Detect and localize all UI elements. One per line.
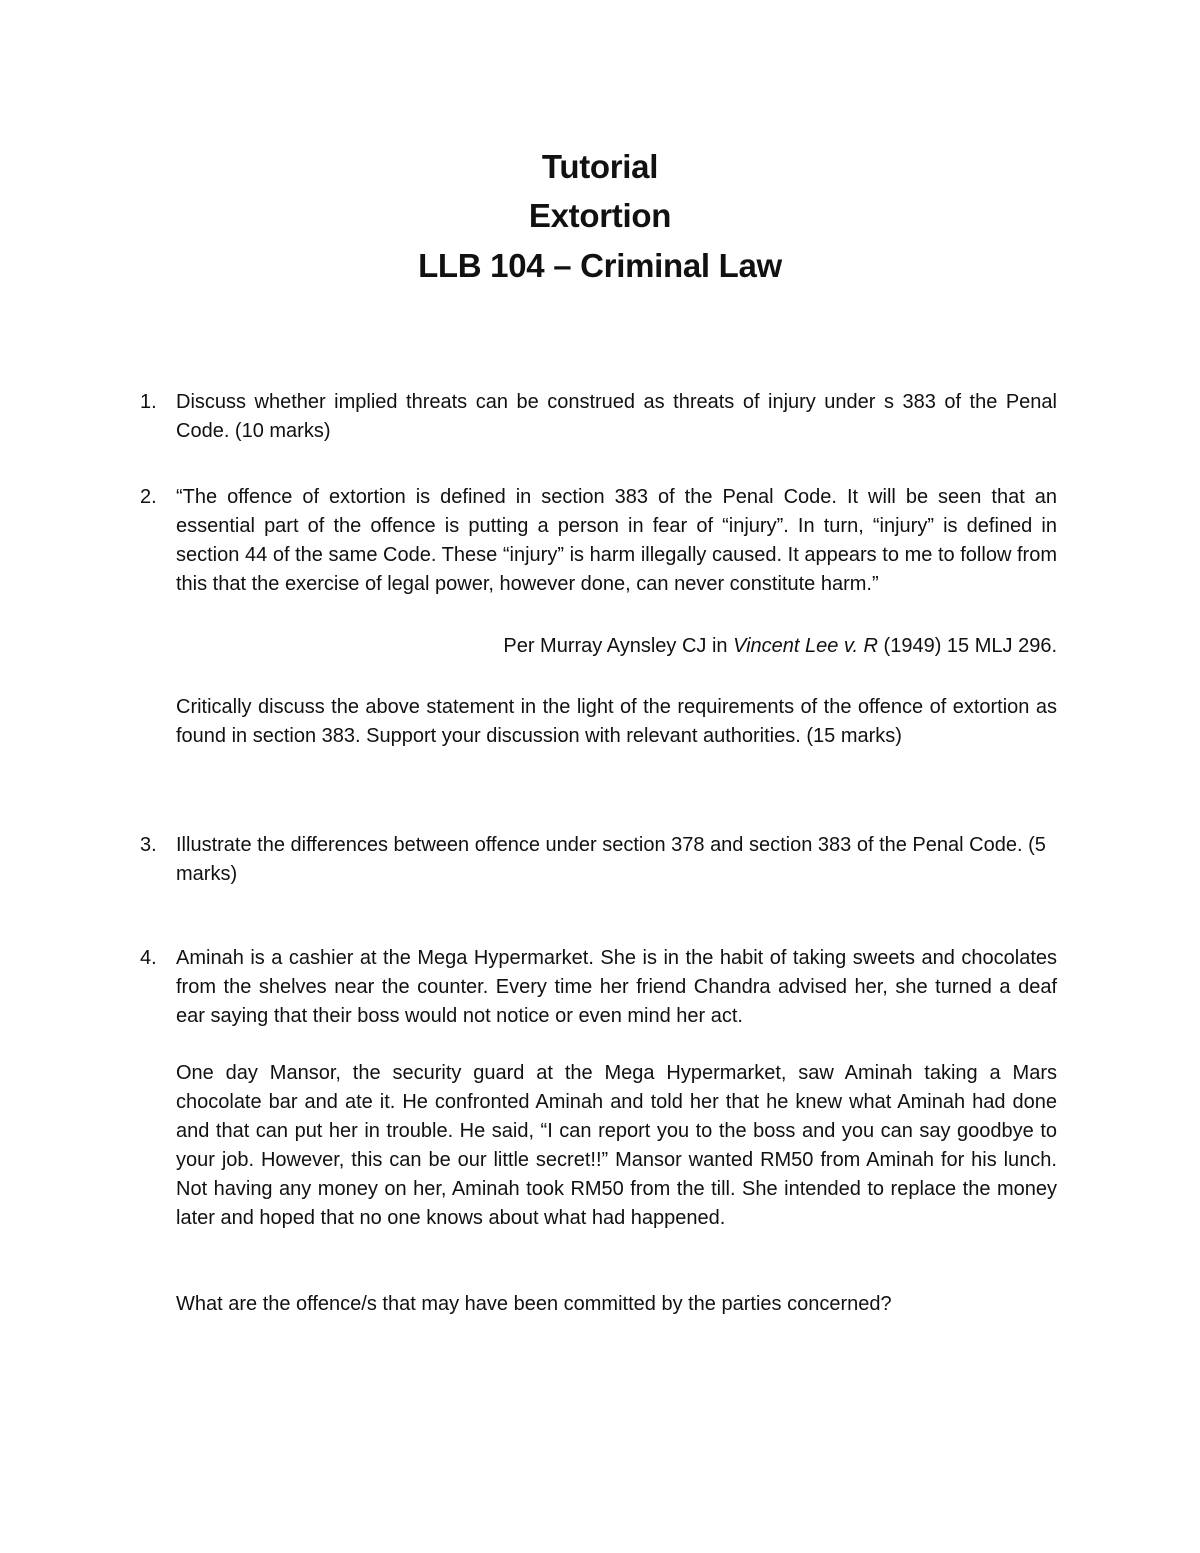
question-2-number: 2.: [140, 486, 157, 508]
question-4-scenario-2: One day Mansor, the security guard at the Mega Hypermarket, saw Aminah taking a Mars chocolate bar and ate it. He confronted Aminah and told her that he knew what Aminah had done and that can put her in trouble. He said, “I can report you to the boss and you can say goodbye to your job. However, this can be our little secret!!” Mansor wanted RM50 from Aminah for his lunch. Not having any money on her, Aminah took RM50 from the till. She intended to replace the money later and hoped that no one knows about what had happened.: [176, 1062, 1057, 1229]
course-title: LLB 104 – Criminal Law: [418, 247, 782, 284]
question-2-quote: “The offence of extortion is defined in section 383 of the Penal Code. It will be seen that an essential part of the offence is putting a person in fear of “injury”. In turn, “injury” is defined in section 44 of the same Code. These “injury” is harm illegally caused. It appears to me to follow from this that the exercise of legal power, however done, can never constitute harm.”: [176, 486, 1057, 595]
citation-reference: (1949) 15 MLJ 296.: [878, 635, 1057, 657]
question-1-number: 1.: [140, 391, 157, 413]
document-title: Tutorial: [541, 148, 659, 185]
citation-case-name: Vincent Lee v. R: [733, 635, 878, 657]
question-1-text: Discuss whether implied threats can be construed as threats of injury under s 383 of the Penal Code. (10 marks): [176, 391, 1057, 442]
question-2-task: Critically discuss the above statement in the light of the requirements of the offence of extortion as found in section 383. Support your discussion with relevant authorities. (15 marks): [176, 696, 1057, 747]
question-4-number: 4.: [140, 947, 157, 969]
document-subtitle: Extortion: [528, 197, 672, 234]
question-2-citation: [176, 632, 1057, 661]
question-4-question: What are the offence/s that may have been committed by the parties concerned?: [176, 1293, 892, 1315]
question-4-scenario-1: Aminah is a cashier at the Mega Hypermarket. She is in the habit of taking sweets and chocolates from the shelves near the counter. Every time her friend Chandra advised her, she turned a deaf ear saying that their boss would not notice or even mind her act.: [176, 947, 1057, 1027]
question-3-number: 3.: [140, 834, 157, 856]
citation-prefix: Per Murray Aynsley CJ in: [503, 635, 734, 657]
question-3-text: Illustrate the differences between offence under section 378 and section 383 of the Penal Code. (5 marks): [176, 834, 1046, 885]
